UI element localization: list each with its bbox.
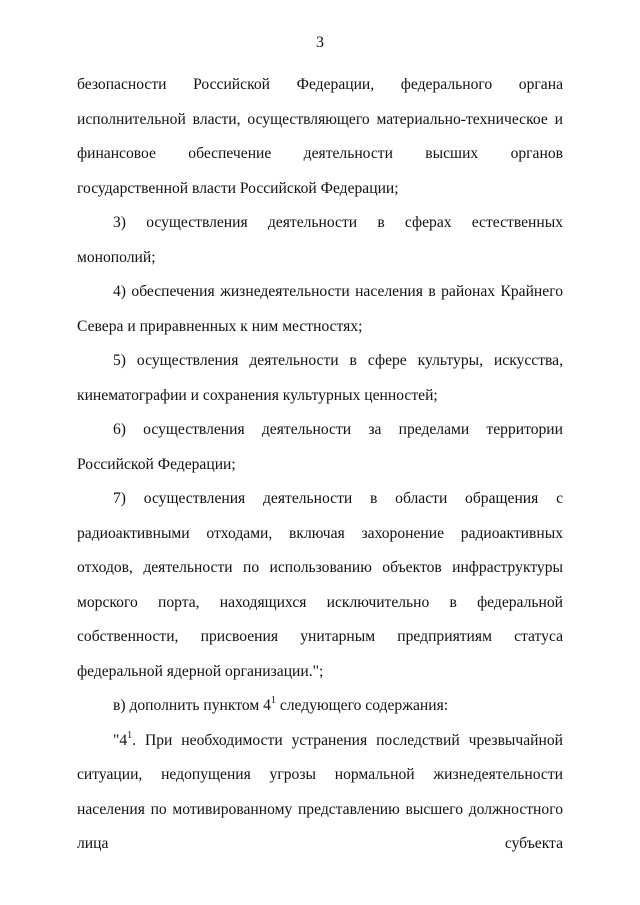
paragraph-new-point bbox=[77, 724, 563, 862]
new-point-prefix: "4 bbox=[113, 731, 128, 749]
paragraph-amendment bbox=[77, 689, 563, 724]
paragraph-item-7: 7) осуществления деятельности в области обращения с радиоактивными отходами, включая захоронение радиоактивных отходов, деятельности по использованию объектов инфраструктуры морского порта, находящихся исключительно в федеральной собственности, присвоения унитарным предприятиям статуса федеральной ядерной организации."; bbox=[77, 490, 563, 680]
new-point-superscript: 1 bbox=[127, 729, 133, 741]
document-body bbox=[77, 68, 563, 862]
paragraph-item-4: 4) обеспечения жизнедеятельности населения в районах Крайнего Севера и приравненных к ним местностях; bbox=[77, 283, 563, 335]
amendment-prefix: в) дополнить пунктом 4 bbox=[113, 697, 271, 714]
paragraph-item-5: 5) осуществления деятельности в сфере культуры, искусства, кинематографии и сохранения культурных ценностей; bbox=[77, 352, 563, 404]
amendment-suffix: следующего содержания: bbox=[275, 697, 449, 714]
paragraph-item-6: 6) осуществления деятельности за пределами территории Российской Федерации; bbox=[77, 421, 563, 473]
paragraph-continuation: безопасности Российской Федерации, федерального органа исполнительной власти, осуществляющего материально-техническое и финансовое обеспечение деятельности высших органов государственной власти Российской Федерации; bbox=[77, 76, 563, 197]
paragraph-item-3: 3) осуществления деятельности в сферах естественных монополий; bbox=[77, 214, 563, 266]
amendment-superscript: 1 bbox=[270, 695, 276, 706]
new-point-text: . При необходимости устранения последствий чрезвычайной ситуации, недопущения угрозы нормальной жизнедеятельности населения по мотивированному представлению высшего должностного лица субъекта bbox=[77, 731, 563, 852]
page-number: 3 bbox=[316, 34, 324, 51]
